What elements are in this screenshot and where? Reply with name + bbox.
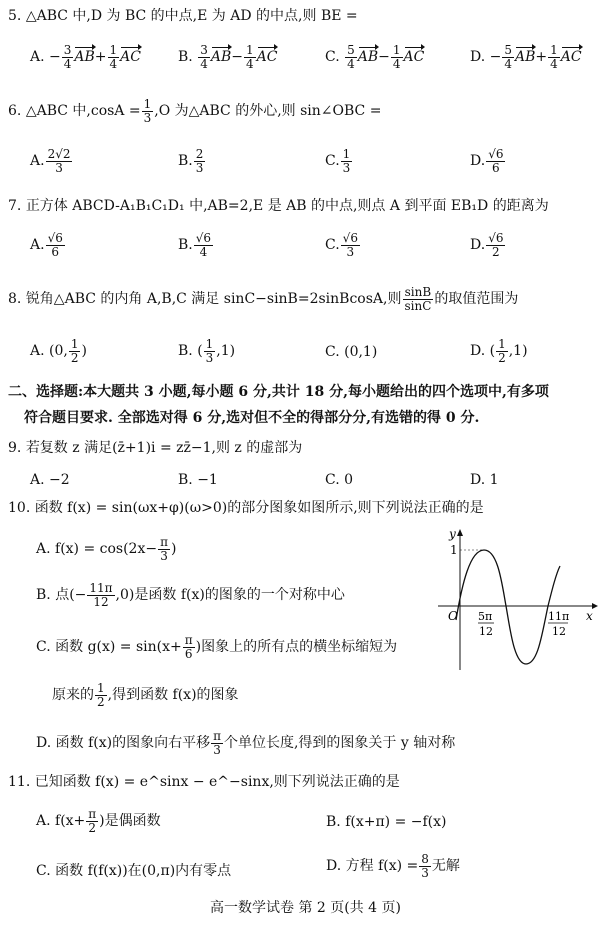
q8-option-c[interactable]: C. (0,1) xyxy=(325,344,378,360)
sine-curve xyxy=(456,550,560,664)
q5-stem xyxy=(8,8,358,25)
x-axis-arrow xyxy=(592,603,598,609)
q5-option-b[interactable]: B. $\frac{3}{4}$ AB− $\frac{1}{4}$ AC xyxy=(178,43,278,71)
section-2-heading-cont: 符合题目要求. 全部选对得 6 分,选对但不全的得部分分,有选错的得 0 分. xyxy=(24,410,480,426)
q8-option-a[interactable]: A. (0, $\frac{1}{2}$ ) xyxy=(30,337,87,365)
q11-stem: 11. 已知函数 f(x) = e^sinx − e^−sinx,则下列说法正确的是 xyxy=(8,774,400,790)
q10-option-d[interactable]: D. 函数 f(x)的图象向右平移 $\frac{\pi}{3}$ 个单位长度,得到的图象关于 y 轴对称 xyxy=(36,729,456,757)
q10-sine-graph xyxy=(432,524,602,674)
x-tick-5pi-num: 5π xyxy=(478,610,493,623)
q5-number: 5. xyxy=(8,8,22,24)
q8-stem: 8. 锐角△ABC 的内角 A,B,C 满足 sinC−sinB=2sinBcosA,则 $\frac{\sin B}{\sin C}$ 的取值范围为 xyxy=(8,285,519,313)
q5-text: △ABC 中,D 为 BC 的中点,E 为 AD 的中点,则 BE = xyxy=(25,8,358,24)
q6-stem: 6. △ABC 中,cosA = $\frac{1}{3}$ ,O 为△ABC 的外心,则 sin∠OBC = xyxy=(8,97,382,125)
section-2-heading: 二、选择题:本大题共 3 小题,每小题 6 分,共计 18 分,每小题给出的四个选项中,有多项 xyxy=(8,384,549,400)
x-axis-label: x xyxy=(586,609,593,623)
q7-option-d[interactable]: D. $\frac{√6}{2}$ xyxy=(470,231,504,259)
q5-option-a[interactable]: A. − $\frac{3}{4}$ AB+ $\frac{1}{4}$ AC xyxy=(30,43,141,71)
page-footer: 高一数学试卷 第 2 页(共 4 页) xyxy=(210,900,401,916)
y-axis-arrow xyxy=(457,529,463,536)
q5-option-d[interactable]: D. − $\frac{5}{4}$ AB+ $\frac{1}{4}$ AC xyxy=(470,43,582,71)
origin-label: O xyxy=(448,609,458,623)
q9-option-a[interactable]: A. −2 xyxy=(30,472,70,488)
q7-option-b[interactable]: B. $\frac{√6}{4}$ xyxy=(178,231,212,259)
q10-stem: 10. 函数 f(x) = sin(ωx+φ)(ω>0)的部分图象如图所示,则下列说法正确的是 xyxy=(8,500,484,516)
q9-option-b[interactable]: B. −1 xyxy=(178,472,218,488)
q7-option-a[interactable]: A. $\frac{√6}{6}$ xyxy=(30,231,63,259)
q6-option-a[interactable]: A. $\frac{2√2}{3}$ xyxy=(30,147,71,175)
y-axis-label: y xyxy=(449,527,456,541)
q10-option-a[interactable]: A. f(x) = cos(2x− $\frac{\pi}{3}$ ) xyxy=(36,535,177,563)
q11-option-d[interactable]: D. 方程 f(x) = $\frac{8}{3}$ 无解 xyxy=(326,852,460,880)
q10-option-c-cont: 原来的 $\frac{1}{2}$ ,得到函数 f(x)的图象 xyxy=(52,681,239,709)
q5-option-c[interactable]: C. $\frac{5}{4}$ AB− $\frac{1}{4}$ AC xyxy=(325,43,425,71)
q9-option-d[interactable]: D. 1 xyxy=(470,472,499,488)
q10-option-b[interactable]: B. 点(− $\frac{11\pi}{12}$ ,0)是函数 f(x)的图象的一个对称中心 xyxy=(36,581,345,609)
q7-option-c[interactable]: C. $\frac{√6}{3}$ xyxy=(325,231,358,259)
q8-option-b[interactable]: B. ( $\frac{1}{3}$ ,1) xyxy=(178,337,236,365)
q6-option-b[interactable]: B. $\frac{2}{3}$ xyxy=(178,147,204,175)
q11-option-c[interactable]: C. 函数 f(f(x))在(0,π)内有零点 xyxy=(36,863,232,879)
q10-option-c[interactable]: C. 函数 g(x) = sin(x+ $\frac{\pi}{6}$ )图象上的所有点的横坐标缩短为 xyxy=(36,633,398,661)
x-tick-5pi-den: 12 xyxy=(479,625,493,638)
q11-option-a[interactable]: A. f(x+ $\frac{\pi}{2}$ )是偶函数 xyxy=(36,807,161,835)
q6-option-d[interactable]: D. $\frac{√6}{6}$ xyxy=(470,147,504,175)
q11-option-b[interactable]: B. f(x+π) = −f(x) xyxy=(326,814,447,830)
x-tick-11pi-den: 12 xyxy=(552,625,566,638)
q7-stem: 7. 正方体 ABCD-A₁B₁C₁D₁ 中,AB=2,E 是 AB 的中点,则点 A 到平面 EB₁D 的距离为 xyxy=(8,198,549,214)
q9-stem: 9. 若复数 z 满足(z̄+1)i = zz̄−1,则 z 的虚部为 xyxy=(8,440,303,456)
y-tick-1: 1 xyxy=(450,543,458,557)
q6-option-c[interactable]: C. $\frac{1}{3}$ xyxy=(325,147,351,175)
q9-option-c[interactable]: C. 0 xyxy=(325,472,354,488)
x-tick-11pi-num: 11π xyxy=(548,610,570,623)
q8-option-d[interactable]: D. ( $\frac{1}{2}$ ,1) xyxy=(470,337,528,365)
